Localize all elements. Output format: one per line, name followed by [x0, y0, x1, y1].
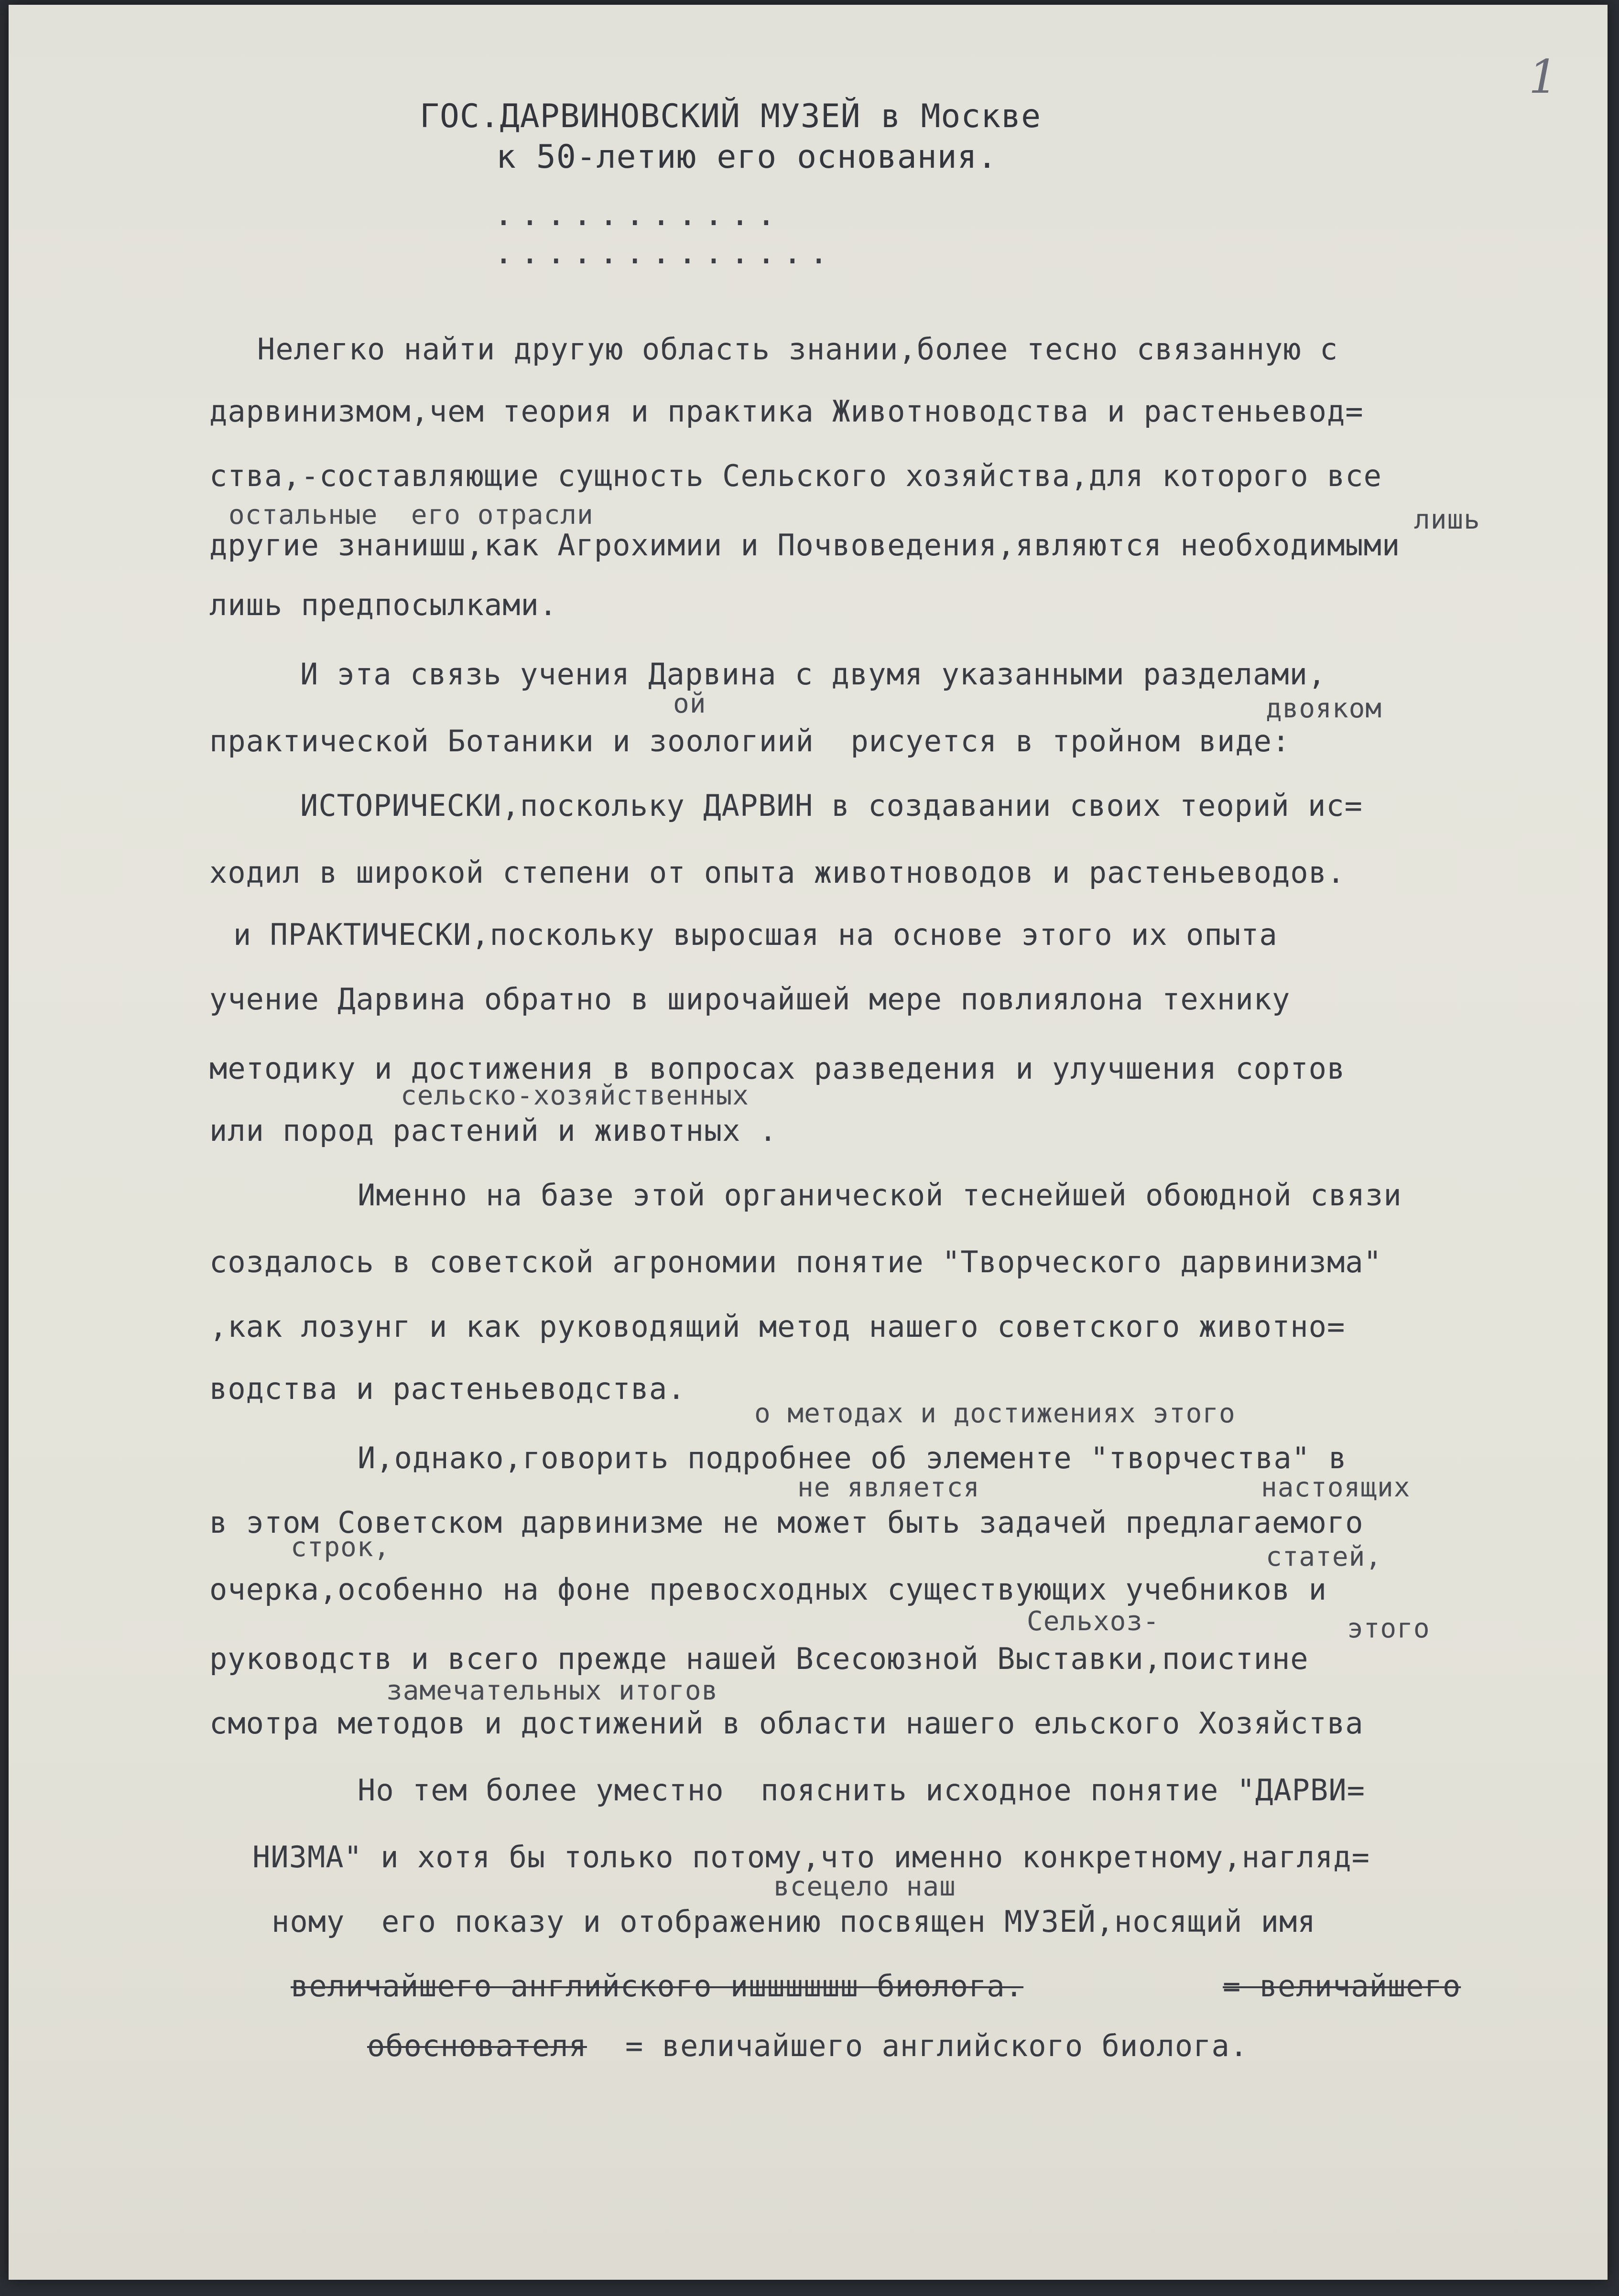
insert-line-23b: статей, — [1266, 1541, 1382, 1572]
insert-line-8a: ой — [673, 688, 706, 719]
text-line-9: практической Ботаники и зоологиий рисуется в тройном виде: — [209, 724, 1291, 758]
text-line-30: НИЗМА" и хотя бы только потому,что именно конкретному,нагляд= — [252, 1840, 1370, 1874]
page-number: 1 — [1529, 50, 1558, 104]
text-line-26: руководств и всего прежде нашей Всесоюзной Выставки,поистине — [209, 1641, 1309, 1676]
text-line-19: водства и растеньеводства. — [209, 1371, 686, 1406]
insert-line-21b: настоящих — [1261, 1472, 1411, 1503]
insert-line-4a: остальные его отрасли — [228, 499, 594, 531]
text-line-12: и ПРАКТИЧЕСКИ,поскольку выросшая на основе этого их опыта — [233, 917, 1278, 952]
text-line-3: ства,-составляющие сущность Сельского хозяйства,для которого все — [209, 458, 1382, 493]
title-line-2: к 50-летию его основания. — [496, 138, 998, 176]
insert-line-4b: лишь — [1414, 504, 1480, 535]
insert-line-19b: о методах и достижениях этого — [754, 1398, 1236, 1429]
insert-line-15a: сельско-хозяйственных — [401, 1080, 750, 1111]
text-line-28: смотра методов и достижений в области нашего ельского Хозяйства — [209, 1706, 1364, 1741]
text-line-33-struck: величайшего английского ишшшшшш биолога. — [291, 1969, 1024, 2004]
text-line-34a-struck: обоснователя — [367, 2028, 587, 2063]
insert-line-25b: этого — [1347, 1613, 1430, 1644]
insert-line-8b: двояком — [1266, 693, 1382, 724]
insert-line-27a: замечательных итогов — [386, 1675, 718, 1706]
text-line-15: или пород растений и животных . — [209, 1113, 778, 1148]
text-line-32: ному его показу и отображению посвящен МУЗЕЙ,носящий имя — [272, 1904, 1316, 1939]
text-line-34b: = величайшего английского биолога. — [625, 2028, 1249, 2063]
insert-line-25a: Сельхоз- — [1027, 1606, 1160, 1637]
text-line-2: дарвинизмом,чем теория и практика Животноводства и растеньевод= — [209, 394, 1364, 429]
text-line-33b-struck: = величайшего — [1223, 1969, 1461, 2004]
text-line-1: Нелегко найти другую область знании,более тесно связанную с — [257, 332, 1338, 367]
insert-line-21a: не является — [797, 1472, 980, 1503]
text-line-20: И,однако,говорить подробнее об элементе "творчества" в — [358, 1440, 1347, 1475]
text-line-16: Именно на базе этой органической теснейшей обоюдной связи — [358, 1178, 1402, 1213]
text-line-24: очерка,особенно на фоне превосходных существующих учебников и — [209, 1572, 1327, 1607]
text-line-22: в этом Советском дарвинизме не может быть задачей предлагаемого — [209, 1505, 1364, 1540]
text-line-29: Но тем более уместно пояснить исходное понятие "ДАРВИ= — [358, 1773, 1365, 1808]
separator-dots-1: ........... — [494, 195, 783, 233]
text-line-5: другие знанишш,как Агрохимии и Почвоведения,являются необходимыми — [209, 528, 1401, 563]
separator-dots-2: ............. — [494, 234, 836, 271]
text-line-13: учение Дарвина обратно в широчайшей мере повлиялона технику — [209, 982, 1291, 1017]
text-line-7: И эта связь учения Дарвина с двумя указанными разделами, — [300, 657, 1326, 692]
text-line-6: лишь предпосылками. — [209, 587, 558, 622]
document-page — [9, 5, 1608, 2280]
text-line-18: ,как лозунг и как руководящий метод нашего советского животно= — [209, 1309, 1346, 1344]
insert-line-23a: строк, — [291, 1532, 391, 1563]
text-line-11: ходил в широкой степени от опыта животноводов и растеньеводов. — [209, 855, 1346, 890]
insert-line-31a: всецело наш — [773, 1871, 956, 1902]
text-line-14: методику и достижения в вопросах разведения и улучшения сортов — [209, 1051, 1346, 1086]
text-line-17: создалось в советской агрономии понятие "Творческого дарвинизма" — [209, 1245, 1382, 1279]
title-line-1: ГОС.ДАРВИНОВСКИЙ МУЗЕЙ в Москве — [420, 97, 1042, 135]
text-line-10: ИСТОРИЧЕСКИ,поскольку ДАРВИН в создавании своих теорий ис= — [300, 788, 1363, 823]
